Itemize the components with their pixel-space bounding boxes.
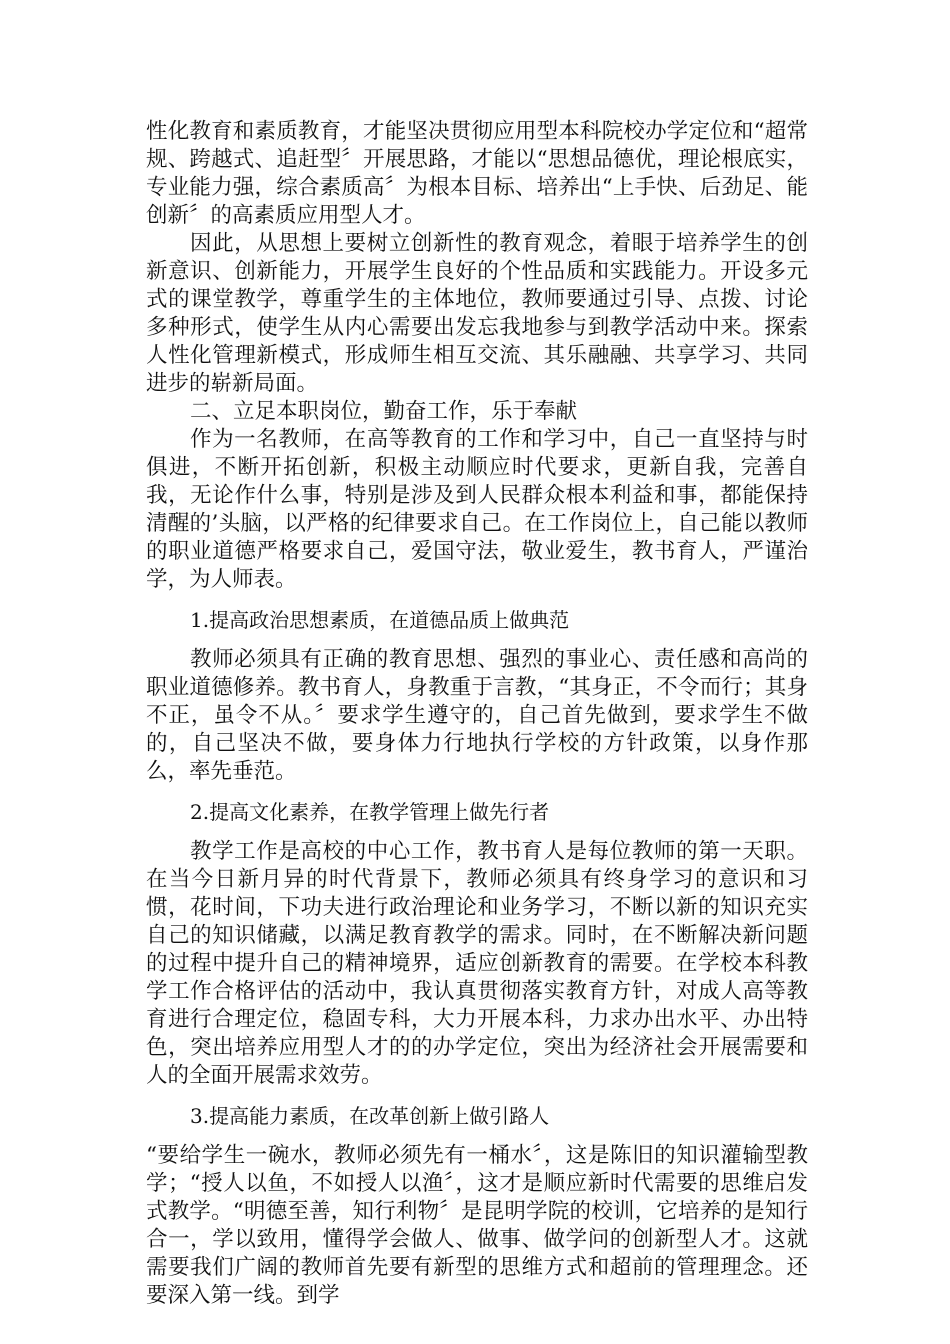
paragraph-2: 因此，从思想上要树立创新性的教育观念，着眼于培养学生的创新意识、创新能力，开展学生良好的个性品质和实践能力。开设多元式的课堂教学，尊重学生的主体地位，教师要通过引导、点拨、讨论多种形式，使学生从内心需要出发忘我地参与到教学活动中来。探索人性化管理新模式，形成师生相互交流、其乐融融、共享学习、共同进步的崭新局面。 bbox=[146, 231, 808, 396]
subheading-2: 2.提高文化素养，在教学管理上做先行者 bbox=[190, 800, 550, 824]
paragraph-3: 作为一名教师，在高等教育的工作和学习中，自己一直坚持与时俱进，不断开拓创新，积极主动顺应时代要求，更新自我，完善自我，无论作什么事，特别是涉及到人民群众根本利益和事，都能保持清醒的’头脑，以严格的纪律要求自己。在工作岗位上，自己能以教师的职业道德严格要求自己，爱国守法，敬业爱生，教书育人，严谨治学，为人师表。 bbox=[146, 427, 808, 592]
subheading-3: 3.提高能力素质，在改革创新上做引路人 bbox=[190, 1104, 550, 1128]
paragraph-4: 教师必须具有正确的教育思想、强烈的事业心、责任感和高尚的职业道德修养。教书育人，身教重于言教，“其身正，不令而行；其身不正，虽令不从。〞要求学生遵守的，自己首先做到，要求学生不做的，自己坚决不做，要身体力行地执行学校的方针政策，以身作那么，率先垂范。 bbox=[146, 647, 808, 784]
paragraph-6: “要给学生一碗水，教师必须先有一桶水〞，这是陈旧的知识灌输型教学；“授人以鱼，不如授人以渔〞，这才是顺应新时代需要的思维启发式教学。“明德至善，知行利物〞是昆明学院的校训，它培养的是知行合一，学以致用，懂得学会做人、做事、做学问的创新型人才。这就需要我们广阔的教师首先要有新型的思维方式和超前的管理理念。还要深入第一线。到学 bbox=[146, 1143, 808, 1308]
paragraph-5: 教学工作是高校的中心工作，教书育人是每位教师的第一天职。在当今日新月异的时代背景下，教师必须具有终身学习的意识和习惯，花时间，下功夫进行政治理论和业务学习，不断以新的知识充实自己的知识储藏，以满足教育教学的需求。同时，在不断解决新问题的过程中提升自己的精神境界，适应创新教育的需要。在学校本科教学工作合格评估的活动中，我认真贯彻落实教育方针，对成人高等教育进行合理定位，稳固专科，大力开展本科，力求办出水平、办出特色，突出培养应用型人才的的办学定位，突出为经济社会开展需要和人的全面开展需求效劳。 bbox=[146, 839, 808, 1088]
document-page bbox=[146, 118, 808, 1310]
section-heading-2: 二、立足本职岗位，勤奋工作，乐于奉献 bbox=[190, 399, 578, 424]
subheading-1: 1.提高政治思想素质，在道德品质上做典范 bbox=[190, 608, 570, 632]
paragraph-1: 性化教育和素质教育，才能坚决贯彻应用型本科院校办学定位和“超常规、跨越式、追赶型〞开展思路，才能以“思想品德优，理论根底实，专业能力强，综合素质高〞为根本目标、培养出“上手快、后劲足、能创新〞的高素质应用型人才。 bbox=[146, 119, 808, 228]
